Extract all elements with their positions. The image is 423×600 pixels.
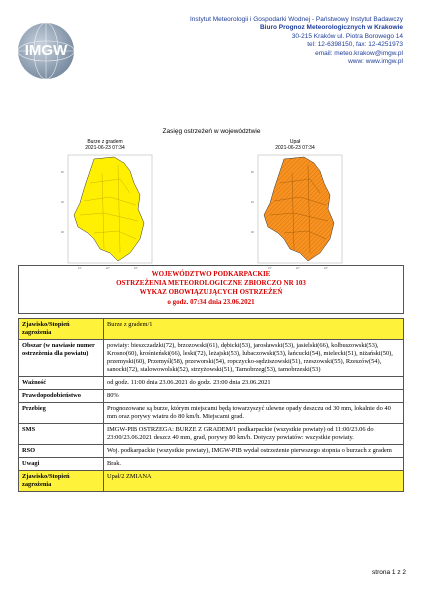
svg-text:22°: 22° xyxy=(296,267,300,270)
svg-text:IMGW: IMGW xyxy=(24,42,68,59)
area-label: Obszar (w nawiasie numer ostrzeżenia dla powiatu) xyxy=(19,339,104,376)
svg-text:50: 50 xyxy=(61,171,64,174)
rso-row xyxy=(19,444,404,457)
website: www: www.imgw.pl xyxy=(348,58,403,66)
remarks-row xyxy=(19,457,404,470)
svg-text:48: 48 xyxy=(61,231,64,234)
page-number: strona 1 z 2 xyxy=(372,569,406,576)
phenomenon2-value: Upał/2 ZMIANA xyxy=(104,470,404,491)
institute-name: Instytut Meteorologii i Gospodarki Wodnej - Państwowy Instytut Badawczy xyxy=(189,16,403,23)
region-map-orange xyxy=(250,153,346,271)
map-thunderstorms xyxy=(60,139,150,269)
svg-text:49: 49 xyxy=(61,201,64,204)
course-row xyxy=(19,402,404,423)
imgw-globe-logo-icon xyxy=(15,20,77,82)
phenomenon2-label: Zjawisko/Stopień zagrożenia xyxy=(19,470,104,491)
area-row xyxy=(19,339,404,376)
svg-text:22°: 22° xyxy=(106,267,110,270)
svg-text:48: 48 xyxy=(251,231,254,234)
svg-text:21°: 21° xyxy=(268,267,272,270)
svg-text:49: 49 xyxy=(251,201,254,204)
phenomenon-value: Burze z gradem/1 xyxy=(104,318,404,339)
svg-text:23°: 23° xyxy=(134,267,138,270)
header-row xyxy=(19,266,404,314)
phone-fax: tel: 12-6398150, fax: 12-4251973 xyxy=(307,41,403,49)
remarks-value: Brak. xyxy=(104,457,404,470)
map-caption: Upał xyxy=(289,139,301,145)
validity-row xyxy=(19,376,404,389)
area-value: powiaty: bieszczadzki(72), brzozowski(61), dębicki(53), jarosławski(53), jasielski(66), kolbuszowski(53), Krosno(60), krośnieński(66), leski(72), leżajski(53), lubaczowski(53), łańcucki(54), mielecki(51), niżański(50), przemyski(60), Przemyśl(58), przeworski(54), ropczycko-sędziszowski(51), rzeszowski(55), Rzeszów(54), sanocki(72), stalowowolski(52), strzyżowski(51), Tarnobrzeg(53), tarnobrzeski(53) xyxy=(104,339,404,376)
rso-label: RSO xyxy=(19,444,104,457)
map-date: 2021-06-23 07:34 xyxy=(85,145,125,151)
header-timestamp: o godz. 07:34 dnia 23.06.2021 xyxy=(167,297,255,306)
sms-row xyxy=(19,423,404,444)
validity-label: Ważność xyxy=(19,376,104,389)
probability-label: Prawdopodobieństwo xyxy=(19,389,104,402)
phenomenon-label: Zjawisko/Stopień zagrożenia xyxy=(19,318,104,339)
warnings-table xyxy=(18,265,404,492)
map-heat xyxy=(250,139,340,269)
svg-text:50: 50 xyxy=(251,171,254,174)
header-list-title: WYKAZ OBOWIĄZUJĄCYCH OSTRZEŻEŃ xyxy=(139,288,283,297)
header-region: WOJEWÓDZTWO PODKARPACKIE xyxy=(151,270,271,278)
svg-text:23°: 23° xyxy=(324,267,328,270)
address: 30-215 Kraków ul. Piotra Borowego 14 xyxy=(291,32,403,40)
maps-title: Zasięg ostrzeżeń w województwie xyxy=(162,128,261,135)
course-value: Prognozowane są burze, którym miejscami będą towarzyszyć ulewne opady deszczu od 30 mm, lokalnie do 40 mm oraz porywy wiatru do 80 km/h. Miejscami grad. xyxy=(104,402,404,423)
header-warning-number: OSTRZEŻENIA METEOROLOGICZNE ZBIORCZO NR 103 xyxy=(116,279,306,288)
document-header xyxy=(19,266,404,314)
email: email: meteo.krakow@imgw.pl xyxy=(315,49,403,57)
probability-row xyxy=(19,389,404,402)
validity-value: od godz. 11:00 dnia 23.06.2021 do godz. 23:00 dnia 23.06.2021 xyxy=(104,376,404,389)
svg-text:21°: 21° xyxy=(78,267,82,270)
sms-value: IMGW-PIB OSTRZEGA: BURZE Z GRADEM/1 podkarpackie (wszystkie powiaty) od 11:00/23.06 do 23:00/23.06.2021 deszcz 40 mm, grad, porywy 80 km/h. Dotyczy powiatów: wszystkie powiaty. xyxy=(104,423,404,444)
rso-value: Woj. podkarpackie (wszystkie powiaty), IMGW-PIB wydał ostrzeżenie pierwszego stopnia o burzach z gradem xyxy=(104,444,404,457)
sms-label: SMS xyxy=(19,423,104,444)
map-date: 2021-06-23 07:34 xyxy=(275,145,315,151)
region-map-yellow xyxy=(60,153,156,271)
office-name: Biuro Prognoz Meteorologicznych w Krakowie xyxy=(259,24,403,32)
remarks-label: Uwagi xyxy=(19,457,104,470)
phenomenon-row xyxy=(19,318,404,339)
map-caption: Burze z gradem xyxy=(87,139,123,145)
course-label: Przebieg xyxy=(19,402,104,423)
probability-value: 80% xyxy=(104,389,404,402)
imgw-logo xyxy=(15,20,77,82)
phenomenon2-row xyxy=(19,470,404,491)
institute-header xyxy=(143,16,403,66)
